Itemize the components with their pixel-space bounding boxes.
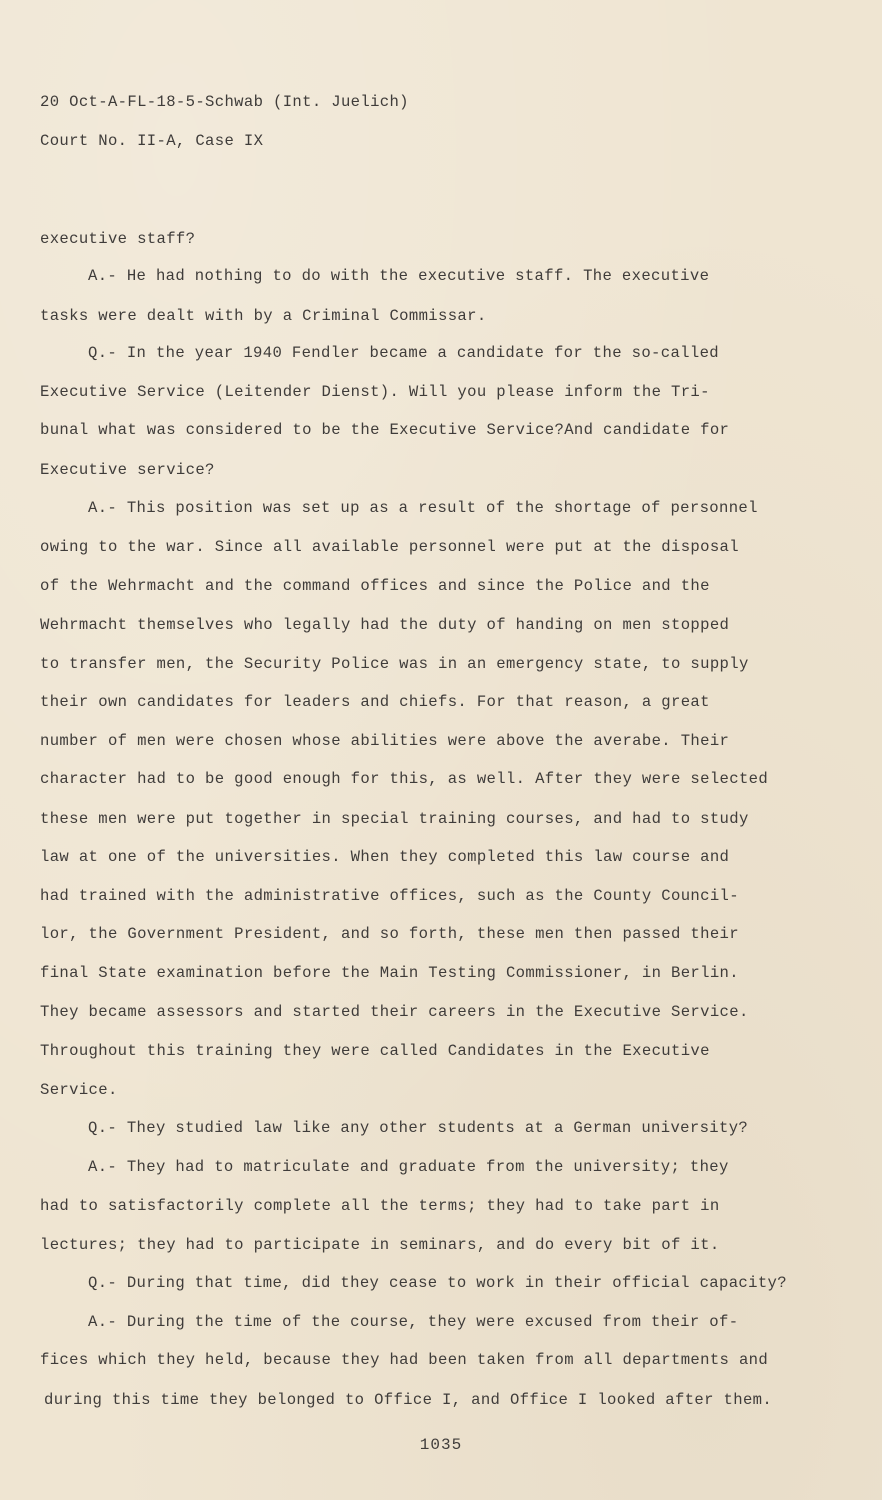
header-reference: 20 Oct-A-FL-18-5-Schwab (Int. Juelich) — [40, 93, 409, 111]
body-line: to transfer men, the Security Police was in an emergency state, to supply — [40, 655, 749, 673]
body-line: Throughout this training they were called Candidates in the Executive — [40, 1042, 710, 1060]
body-line: A.- He had nothing to do with the executive staff. The executive — [88, 267, 710, 285]
body-line: Wehrmacht themselves who legally had the duty of handing on men stopped — [40, 616, 730, 634]
body-line: Q.- They studied law like any other students at a German university? — [88, 1119, 749, 1137]
body-line: had trained with the administrative offices, such as the County Council- — [40, 887, 739, 905]
body-line: Q.- During that time, did they cease to work in their official capacity? — [88, 1274, 787, 1292]
header-court: Court No. II-A, Case IX — [40, 132, 264, 150]
body-line: fices which they held, because they had been taken from all departments and — [40, 1351, 769, 1369]
body-line: law at one of the universities. When they completed this law course and — [40, 848, 730, 866]
body-line: Executive Service (Leitender Dienst). Will you please inform the Tri- — [40, 383, 710, 401]
body-line: A.- During the time of the course, they were excused from their of- — [88, 1313, 739, 1331]
body-line: Service. — [40, 1081, 118, 1099]
body-line: A.- They had to matriculate and graduate from the university; they — [88, 1158, 729, 1176]
body-line: They became assessors and started their careers in the Executive Service. — [40, 1003, 749, 1021]
body-line: executive staff? — [40, 230, 196, 248]
body-line: number of men were chosen whose abilities were above the averabe. Their — [40, 732, 730, 750]
body-line: final State examination before the Main Testing Commissioner, in Berlin. — [40, 964, 739, 982]
body-line: character had to be good enough for this, as well. After they were selected — [40, 770, 769, 788]
body-line: during this time they belonged to Office I, and Office I looked after them. — [44, 1391, 773, 1409]
body-line: bunal what was considered to be the Executive Service?And candidate for — [40, 421, 730, 439]
page-number: 1035 — [419, 1436, 463, 1454]
body-line: Q.- In the year 1940 Fendler became a candidate for the so-called — [88, 344, 720, 362]
body-line: their own candidates for leaders and chiefs. For that reason, a great — [40, 693, 710, 711]
body-line: had to satisfactorily complete all the terms; they had to take part in — [40, 1197, 720, 1215]
body-line: lectures; they had to participate in seminars, and do every bit of it. — [40, 1236, 720, 1254]
body-line: lor, the Government President, and so forth, these men then passed their — [40, 925, 739, 943]
body-line: owing to the war. Since all available personnel were put at the disposal — [40, 538, 739, 556]
body-line: tasks were dealt with by a Criminal Commissar. — [40, 307, 487, 325]
body-line: of the Wehrmacht and the command offices and since the Police and the — [40, 577, 710, 595]
body-line: these men were put together in special training courses, and had to study — [40, 810, 749, 828]
body-line: Executive service? — [40, 461, 215, 479]
body-line: A.- This position was set up as a result of the shortage of personnel — [88, 499, 758, 517]
